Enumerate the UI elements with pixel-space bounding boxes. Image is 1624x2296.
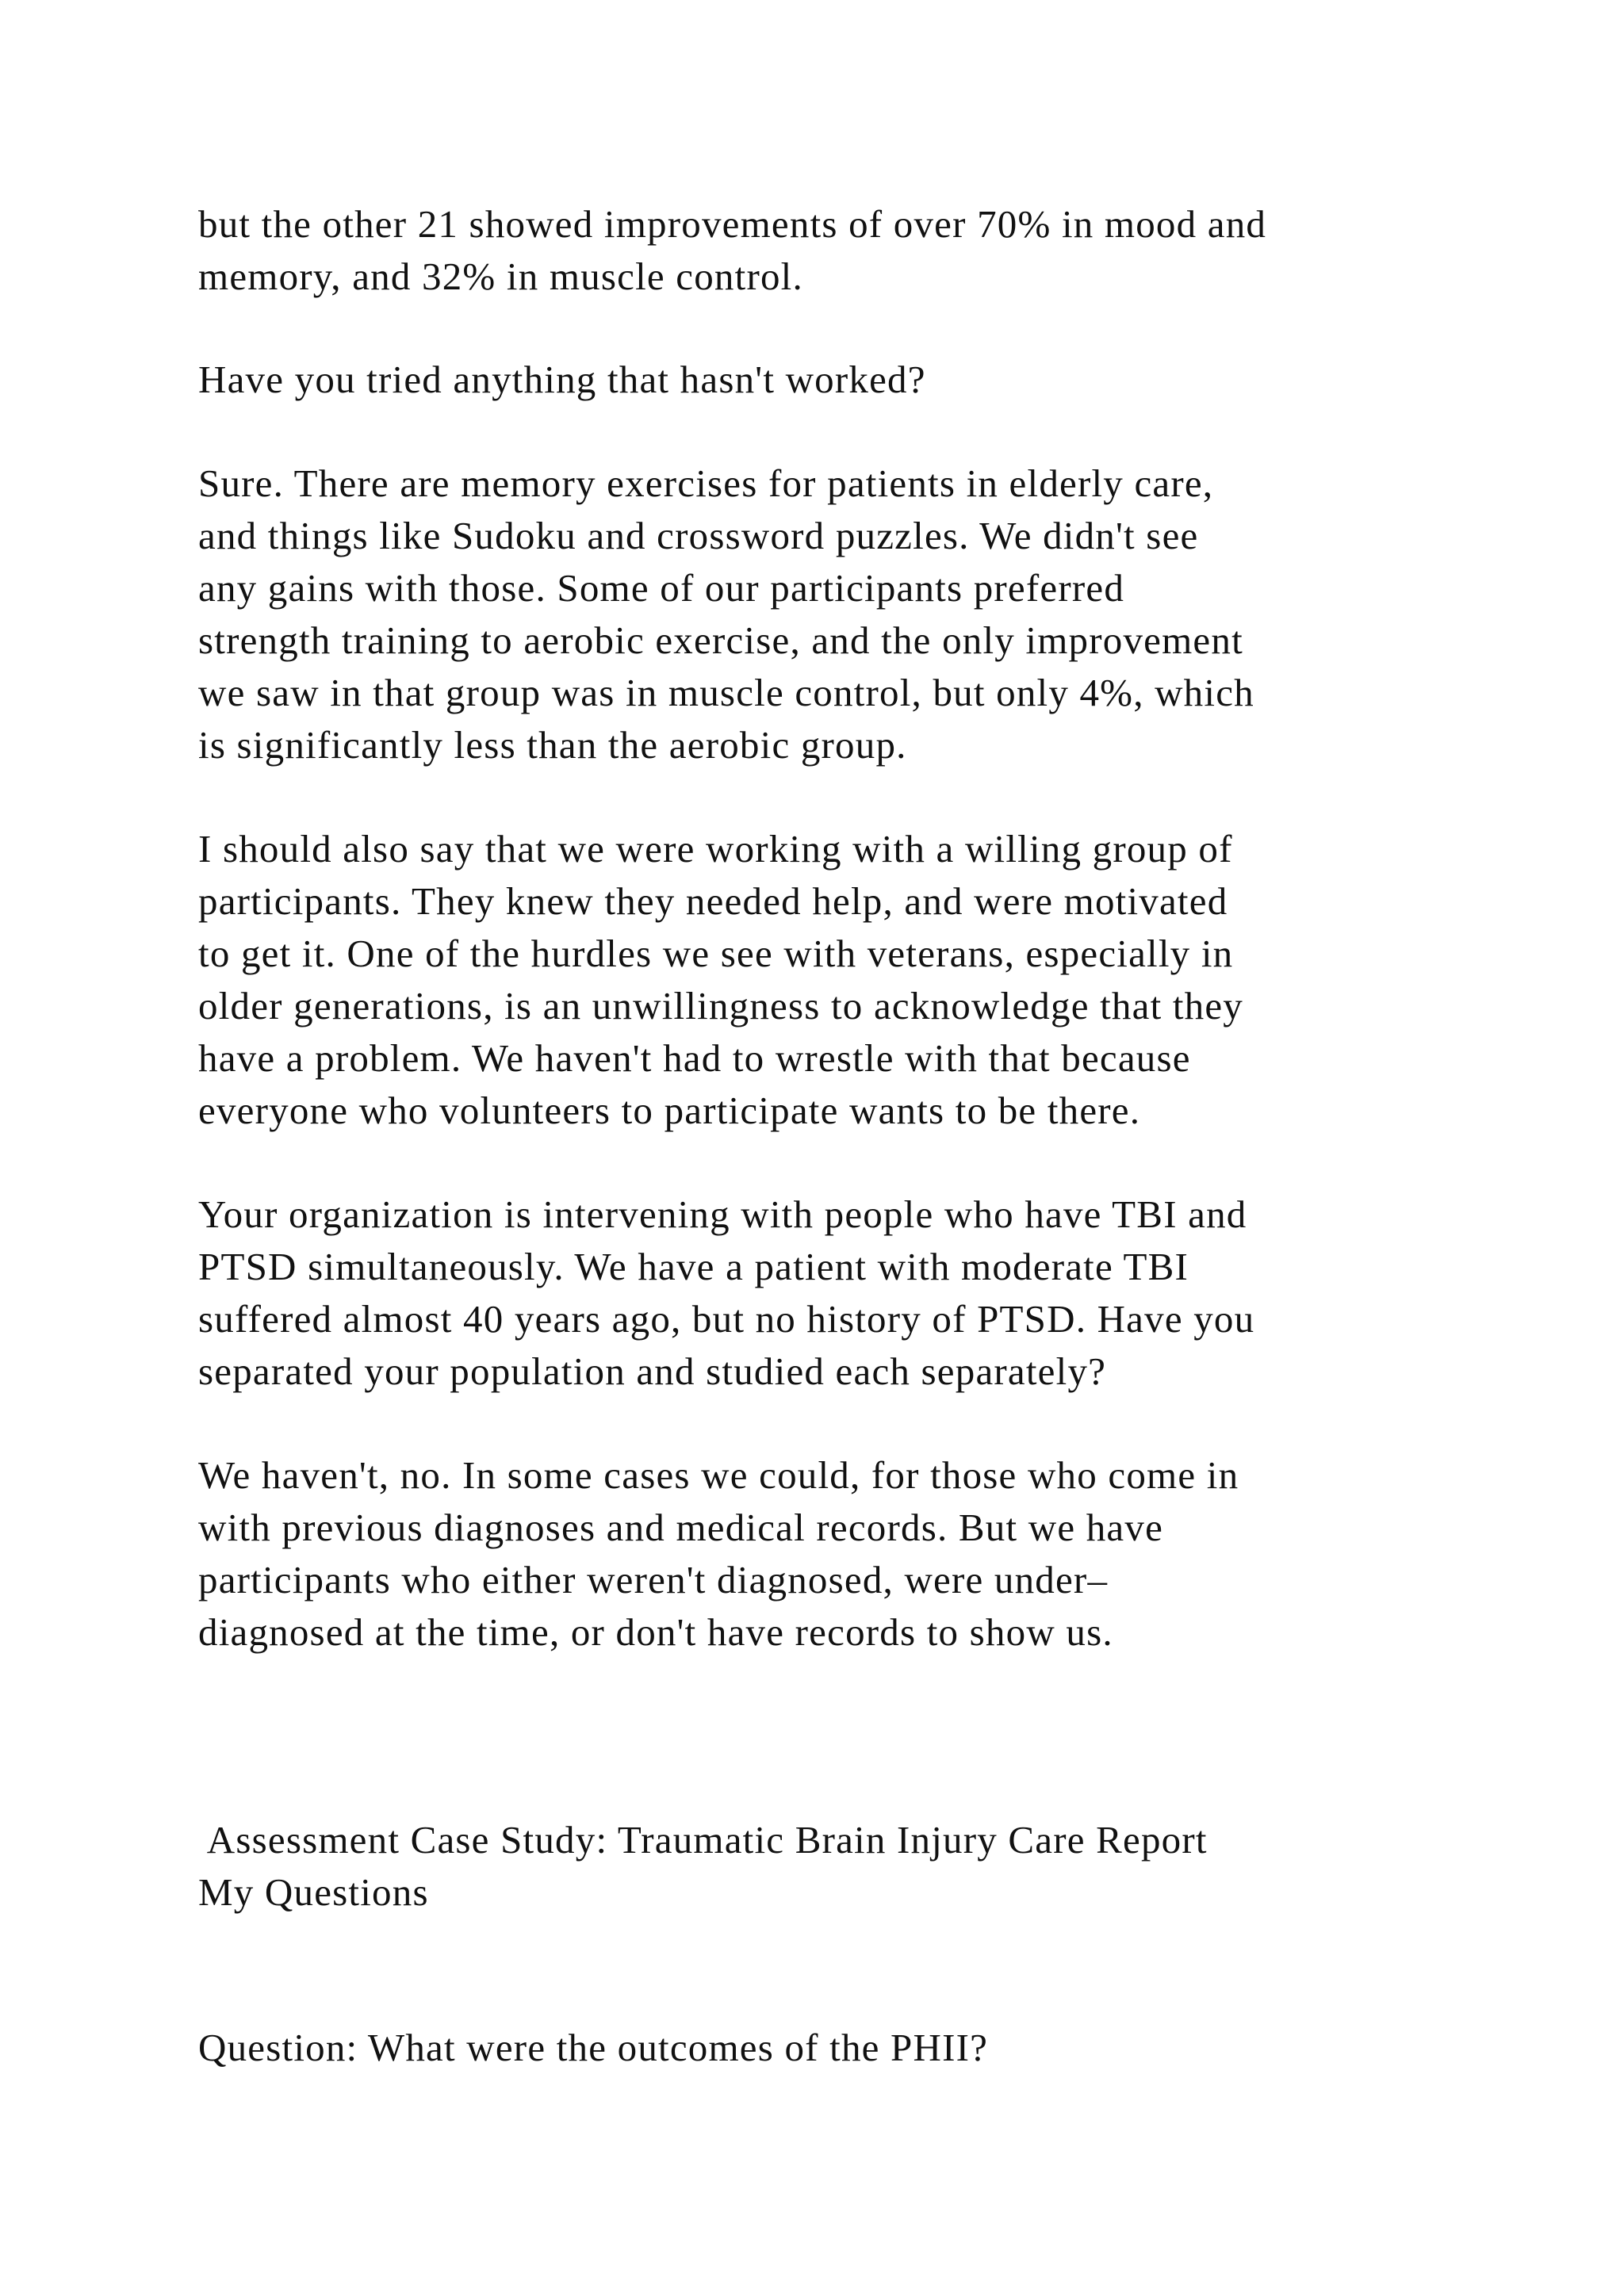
paragraph-4-line-2: participants. They knew they needed help, and were motivated bbox=[198, 879, 1228, 923]
paragraph-3-line-1: Sure. There are memory exercises for patients in elderly care, bbox=[198, 461, 1214, 505]
paragraph-1-line-1: but the other 21 showed improvements of over 70% in mood and bbox=[198, 202, 1267, 246]
paragraph-5-line-2: PTSD simultaneously. We have a patient with moderate TBI bbox=[198, 1245, 1189, 1288]
section-heading: Assessment Case Study: Traumatic Brain Injury Care Report bbox=[198, 1818, 1208, 1862]
paragraph-4-line-4: older generations, is an unwillingness to acknowledge that they bbox=[198, 984, 1243, 1027]
paragraph-3-line-6: is significantly less than the aerobic group. bbox=[198, 723, 907, 767]
paragraph-6-line-3: participants who either weren't diagnosed, were under– bbox=[198, 1558, 1109, 1601]
paragraph-3-line-5: we saw in that group was in muscle control, but only 4%, which bbox=[198, 671, 1254, 714]
paragraph-3-line-4: strength training to aerobic exercise, and the only improvement bbox=[198, 618, 1243, 662]
paragraph-4-line-6: everyone who volunteers to participate wants to be there. bbox=[198, 1089, 1141, 1132]
paragraph-5-line-3: suffered almost 40 years ago, but no history of PTSD. Have you bbox=[198, 1297, 1255, 1341]
paragraph-4-line-1: I should also say that we were working with a willing group of bbox=[198, 827, 1233, 871]
paragraph-1-line-2: memory, and 32% in muscle control. bbox=[198, 254, 803, 298]
section-subheading: My Questions bbox=[198, 1870, 429, 1914]
question-prompt: Question: What were the outcomes of the PHII? bbox=[198, 2026, 989, 2069]
paragraph-5-line-1: Your organization is intervening with people who have TBI and bbox=[198, 1192, 1247, 1236]
paragraph-5-line-4: separated your population and studied each separately? bbox=[198, 1349, 1107, 1393]
question-line: Have you tried anything that hasn't worked? bbox=[198, 358, 926, 401]
paragraph-6-line-1: We haven't, no. In some cases we could, for those who come in bbox=[198, 1453, 1239, 1497]
paragraph-4-line-5: have a problem. We haven't had to wrestle with that because bbox=[198, 1036, 1191, 1080]
paragraph-3-line-2: and things like Sudoku and crossword puzzles. We didn't see bbox=[198, 514, 1199, 557]
paragraph-6-line-2: with previous diagnoses and medical records. But we have bbox=[198, 1506, 1164, 1549]
paragraph-3-line-3: any gains with those. Some of our participants preferred bbox=[198, 566, 1125, 610]
paragraph-4-line-3: to get it. One of the hurdles we see with veterans, especially in bbox=[198, 932, 1234, 975]
paragraph-6-line-4: diagnosed at the time, or don't have records to show us. bbox=[198, 1610, 1113, 1654]
